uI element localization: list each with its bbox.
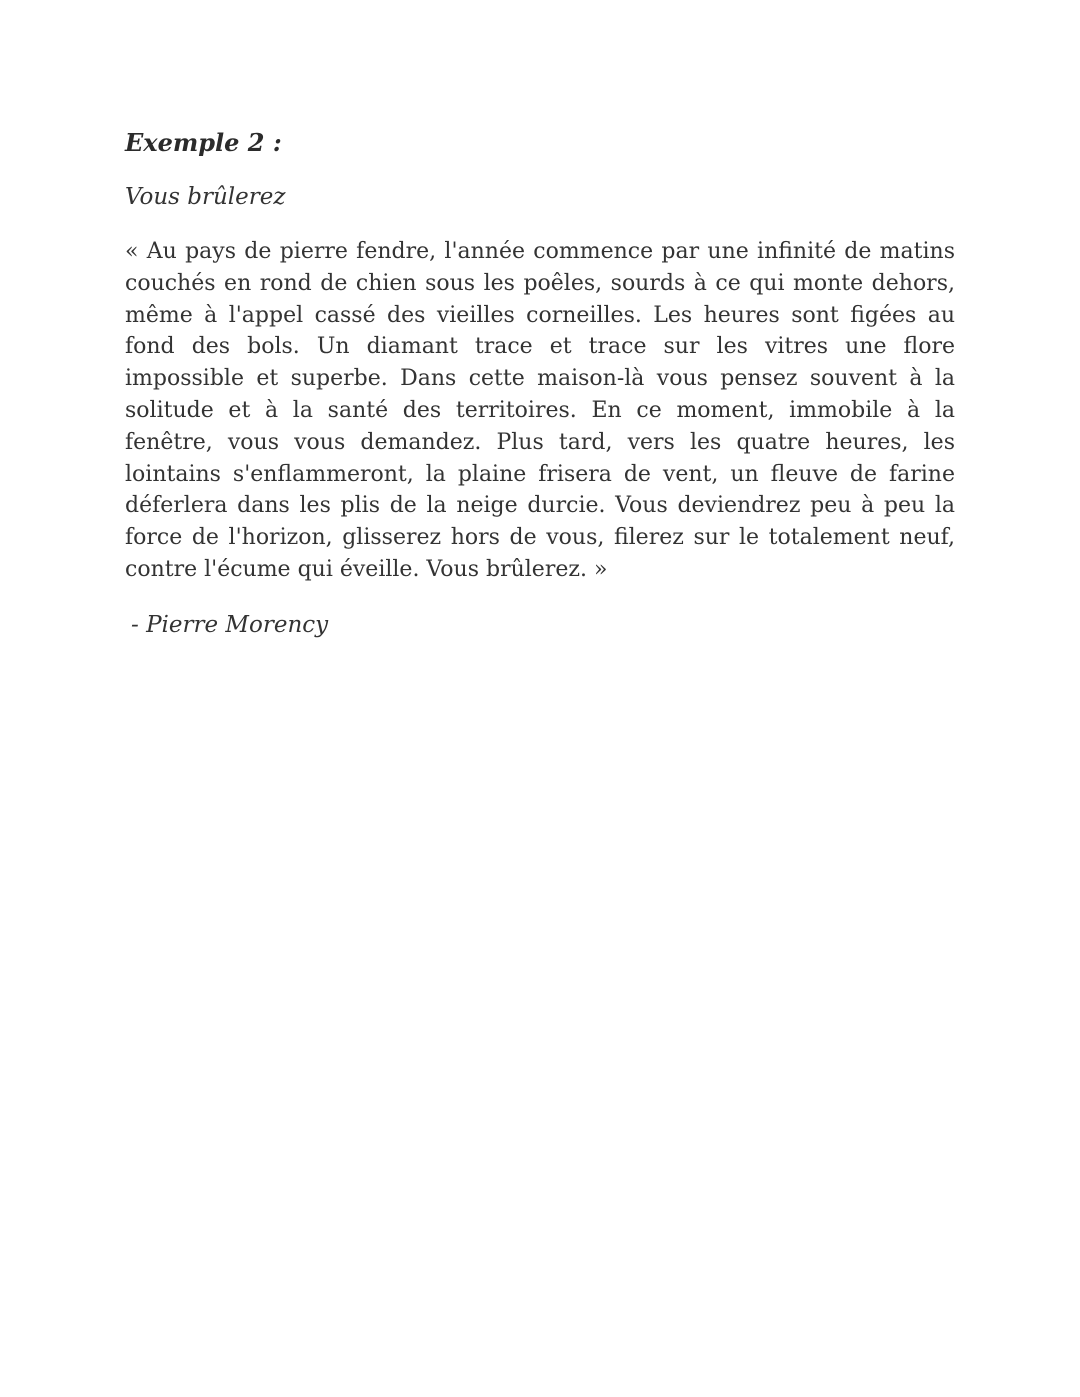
example-heading: Exemple 2 : bbox=[125, 128, 282, 157]
poem-body: « Au pays de pierre fendre, l'année commence par une infinité de matins couchés en rond de chien sous les poêles, sourds à ce qui monte dehors, même à l'appel cassé des vieilles corneilles. Les heures sont figées au fond des bols. Un diamant trace et trace sur les vitres une flore impossible et superbe. Dans cette maison-là vous pensez souvent à la solitude et à la santé des territoires. En ce moment, immobile à la fenêtre, vous vous demandez. Plus tard, vers les quatre heures, les lointains s'enflammeront, la plaine frisera de vent, un fleuve de farine déferlera dans les plis de la neige durcie. Vous deviendrez peu à peu la force de l'horizon, glisserez hors de vous, filerez sur le totalement neuf, contre l'écume qui éveille. Vous brûlerez. » bbox=[125, 239, 955, 582]
poem-author: - Pierre Morency bbox=[131, 611, 329, 638]
poem-title: Vous brûlerez bbox=[125, 184, 286, 210]
document-content bbox=[125, 126, 955, 642]
